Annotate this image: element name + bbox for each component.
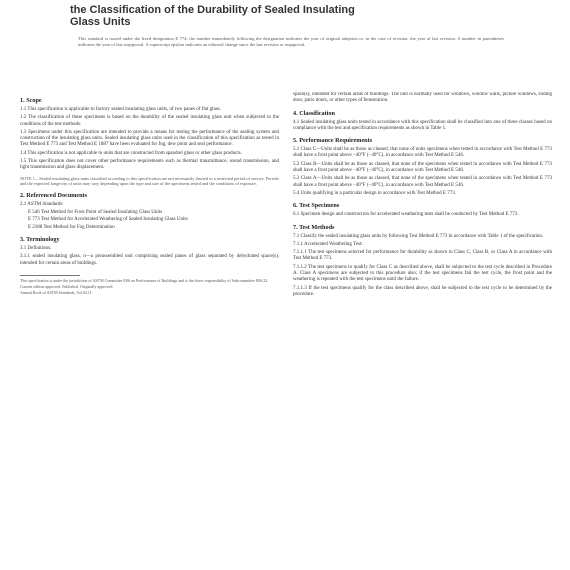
section-heading: 6. Test Specimens (293, 202, 340, 210)
paragraph: 1.1 This specification is applicable to factory sealed insulating glass units, of two panes of flat glass. (20, 107, 221, 112)
section-heading: 4. Classification (293, 109, 335, 117)
paragraph: 7.1 Classify the sealed insulating glass units by following Test Method E 773 in accordance with Table 1 of the specification. (293, 233, 544, 239)
footnote-rule (20, 275, 80, 276)
right-column (293, 92, 552, 570)
paragraph: 7.1.1.1 The test specimens selected for performance for durability as shown in Class C, Class B, or Class A in accordance with Test Method E 773. (293, 250, 552, 262)
paragraph: 4.1 Sealed insulating glass units tested in accordance with this specification shall be classified into one of three classes based on compliance with the test and specification requirements as shown in Table 1. (293, 119, 552, 131)
note-paragraph: NOTE 1—Sealed insulating glass units classified according to this specification are not necessarily limited to a restricted period of service. Periods and the expected longevity of units may vary depending upon the type and size of the specimens tested and the conditions of exposure. (20, 175, 279, 187)
paragraph: 6.1 Specimen design and construction for accelerated weathering tests shall be conducted by Test Method E 773. (293, 212, 519, 218)
paragraph: space(s), intended for certain areas of buildings. The unit is normally used for windows, window walls, picture windows, sliding door, patio doors, or other types of fenestration. (293, 92, 552, 104)
section-heading: 2. Referenced Documents (20, 191, 88, 199)
footnote: This specification is under the jurisdiction of ASTM Committee E06 on Performance of Buildings and is the direct responsibility of Subcommittee E06.22. (20, 277, 269, 283)
paragraph: 3.1 Definitions: (20, 246, 52, 252)
section-heading: 5. Performance Requirements (293, 137, 373, 145)
paragraph: 1.3 Specimens under this specification are intended to provide a means for testing the performance of the sealing system and construction of the insulating glass units. Sealed insulating glass units used in the classification of this specification as tested in Test Method E 773 and Test Method E 1887 have been evaluated for fog, dew point and seal performance. (20, 129, 279, 148)
standard-designation-note: This standard is issued under the fixed designation E 774; the number immediately following the designation indicates the year of original adoption or, in the case of revision, the year of last revision. A number in parentheses indicates the year of last reapproval. A superscript epsilon indicates an editorial change since the last revision or reapproval. (78, 36, 504, 47)
paragraph: 5.3 Class A—Units shall be as those as classed, that none of the specimens when tested in accordance with Test Method E 773 shall have a frost point above −40°F (−40°C), in accordance with Test Method E 546. (293, 176, 552, 188)
footnote: Current edition approved. Published. Originally approved. (20, 283, 114, 289)
reference-item: E 773 Test Method for Accelerated Weathering of Sealed Insulating Glass Units (28, 217, 188, 223)
paragraph: 1.4 This specification is not applicable to units that are constructed from spandrel glass or other glass products. (20, 150, 242, 156)
section-heading: 7. Test Methods (293, 223, 335, 231)
section-heading: 1. Scope (20, 97, 42, 104)
section-heading: 3. Terminology (20, 236, 60, 244)
paragraph: 1.5 This specification does not cover other performance requirements such as thermal transmittance, sound transmission, and light transmission and glass displacement. (20, 159, 279, 171)
paragraph: 5.2 Class B—Units shall be as those as classed, that none of the specimens when tested in accordance with Test Method E 773 shall have a frost point above −40°F (−40°C), in accordance with Test Method E 546. (293, 161, 552, 174)
paragraph: 5.4 Units qualifying in a particular design in accordance with Test Method E 773. (293, 190, 456, 196)
body-columns (20, 92, 552, 570)
paragraph: 3.1.1 sealed insulating glass, n—a preassembled unit comprising sealed panes of glass separated by dehydrated space(s), intended for certain areas of buildings. (20, 254, 279, 266)
paragraph: 7.1.1.2 The test specimens to qualify for Class C as described above, shall be subjected to the test cycle described in Procedure A. Class A specimens are subjected to this procedure also; if the test specimens fail the test cycle, the frost point and the weathering is repeated with the test specimens until the failure. (293, 264, 552, 283)
paragraph: 2.1 ASTM Standards: (20, 201, 64, 207)
reference-item: E 546 Test Method for Frost Point of Sealed Insulating Glass Units (28, 210, 163, 216)
title-line-2: Glass Units (70, 16, 131, 28)
footnote: Annual Book of ASTM Standards, Vol 04.11. (20, 289, 93, 295)
left-column (20, 92, 279, 570)
reference-item: E 2188 Test Method for Fog Determination (28, 224, 115, 230)
title-line-1: the Classification of the Durability of Sealed Insulating (70, 4, 355, 16)
paragraph: 5.1 Class C—Units shall be as those as classed, that none of units specimens when tested in accordance with Test Method E 773 shall have a frost point above −40°F (−40°C), in accordance with Test Method E 546. (293, 147, 552, 159)
paragraph: 7.1.1.3 If the test specimens qualify for the class described above, shall be subjected to the test cycle to be determined by the procedure. (293, 285, 552, 297)
paragraph: 7.1.1 Accelerated Weathering Test: (293, 241, 363, 247)
document-title (70, 4, 552, 28)
paragraph: 1.2 The classification of these specimens is based on the durability of the sealed insulating glass unit when subjected to the conditions of the test methods. (20, 115, 279, 127)
